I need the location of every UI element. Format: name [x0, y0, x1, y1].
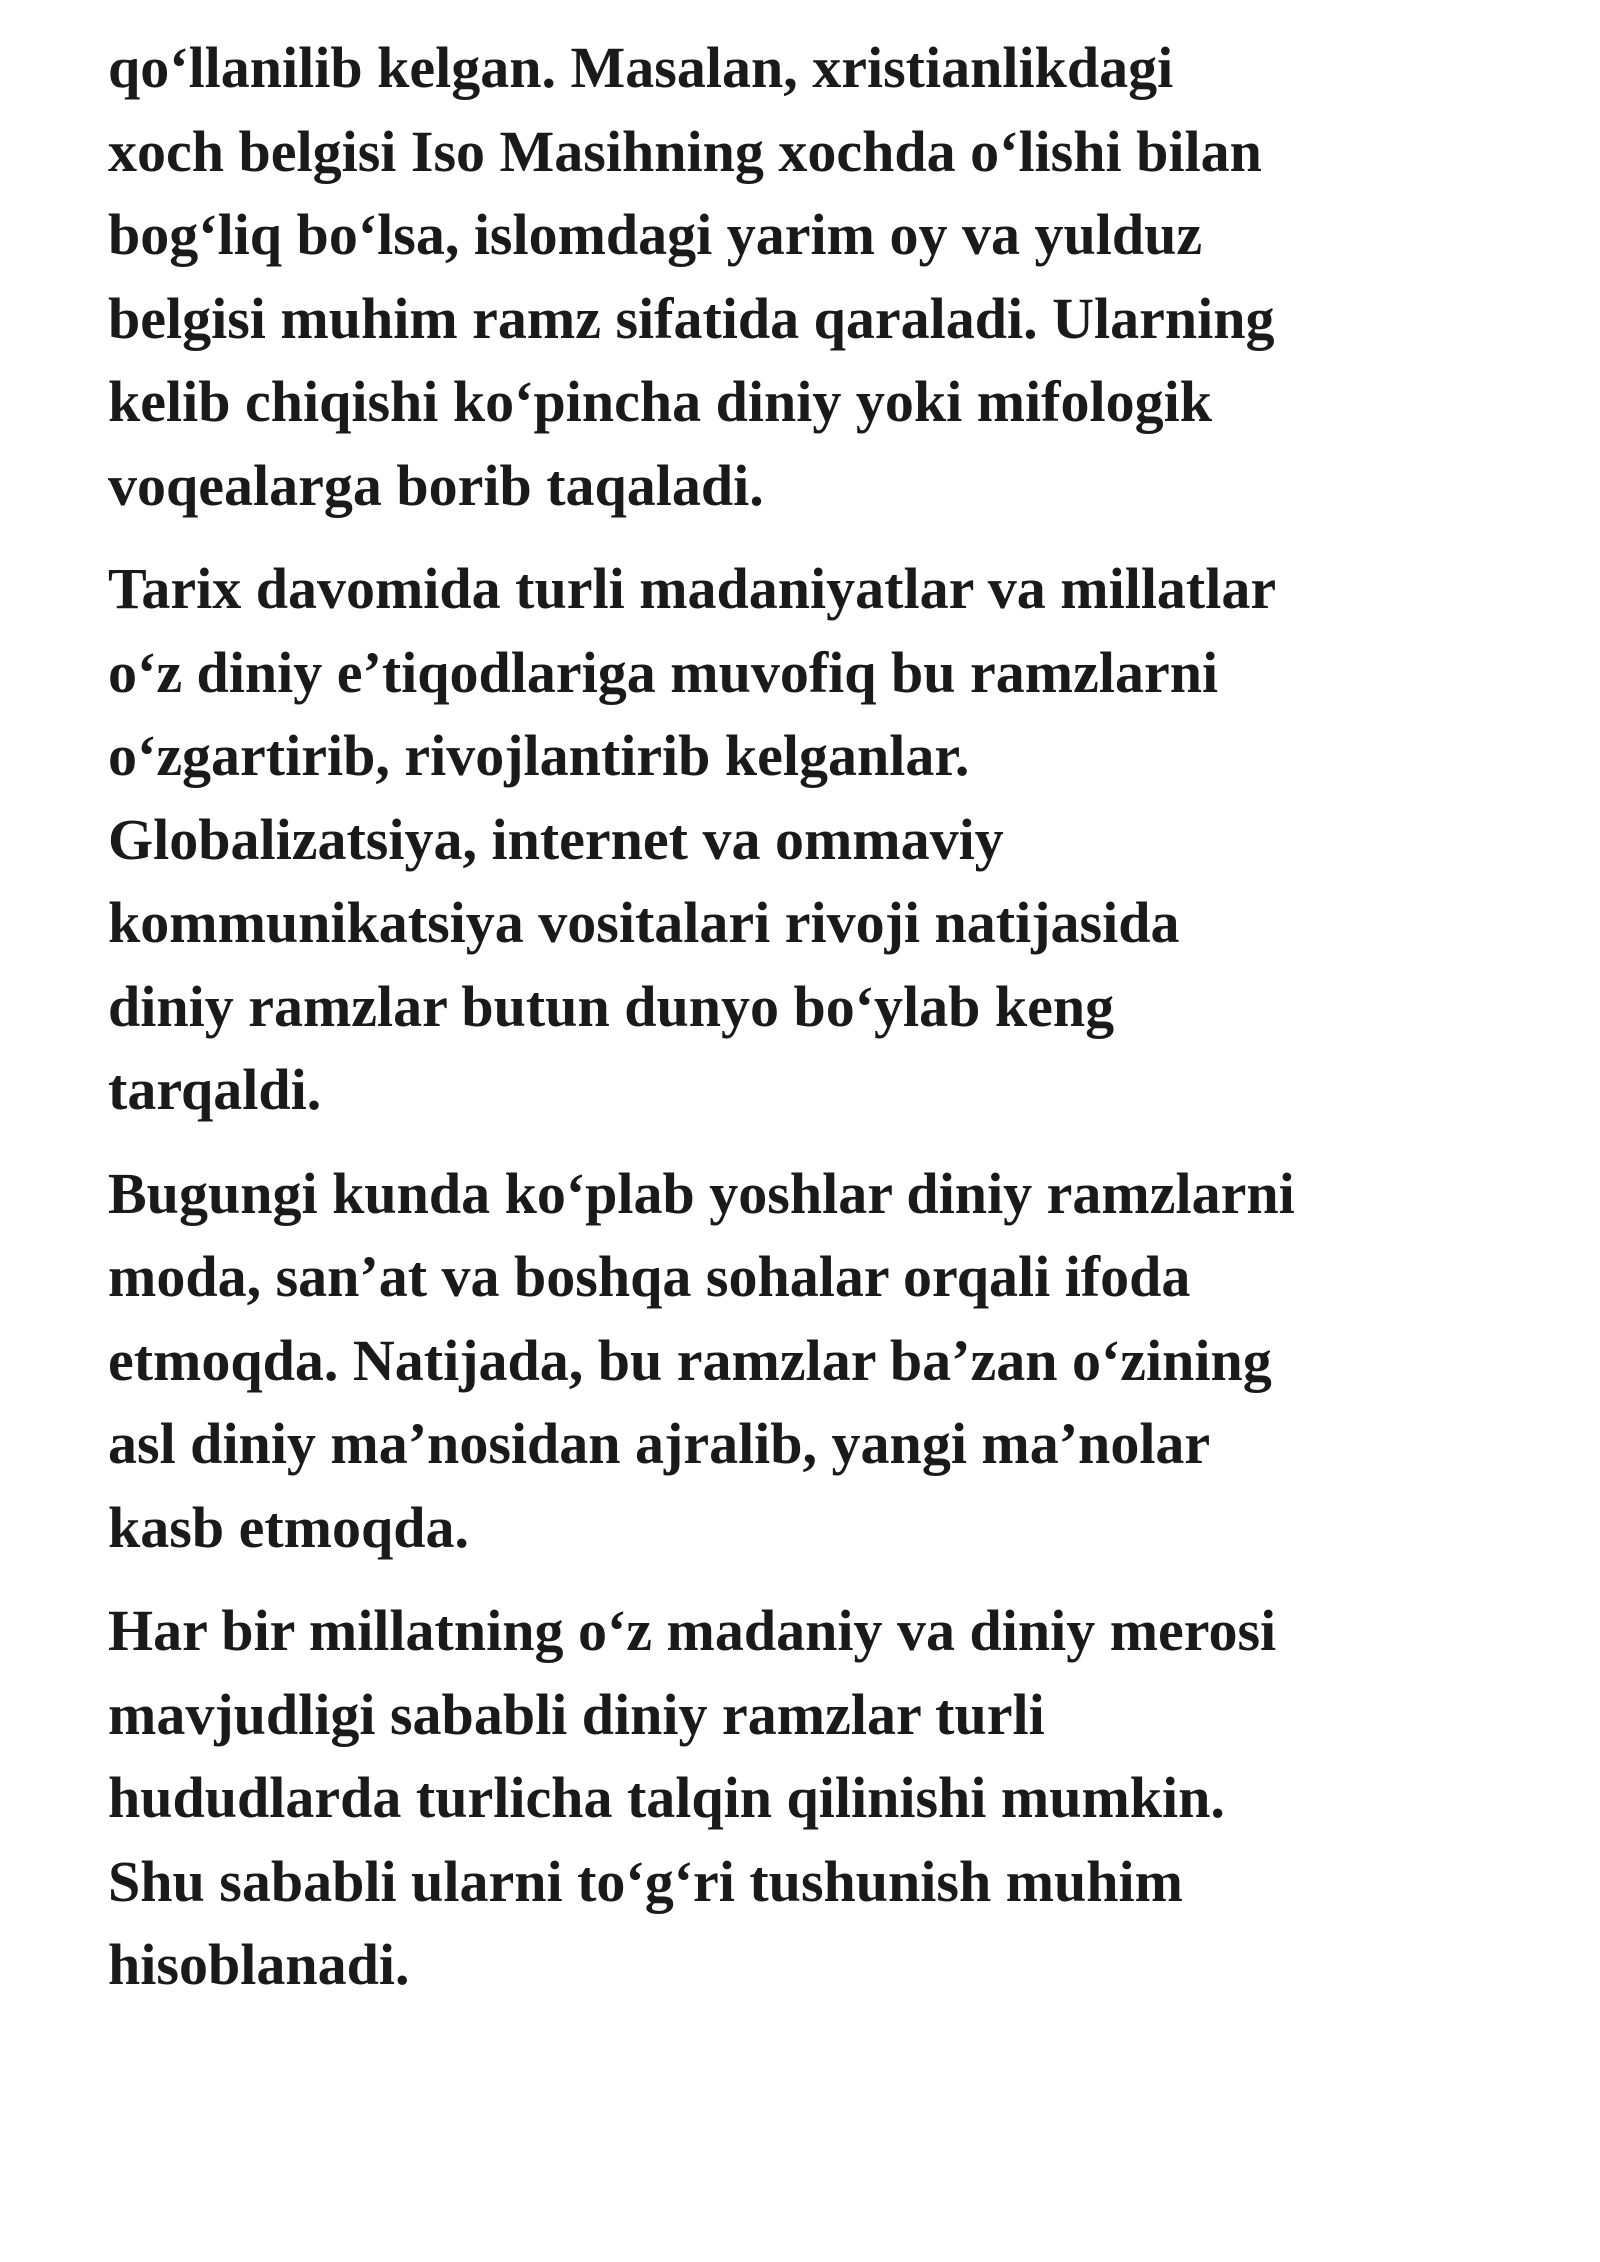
text-line: qoʻllanilib kelgan. Masalan, xristianlikdagi [108, 35, 1174, 100]
text-line: bogʻliq boʻlsa, islomdagi yarim oy va yulduz [108, 202, 1203, 267]
text-line: diniy ramzlar butun dunyo boʻylab keng [108, 973, 1115, 1039]
text-line: moda, san’at va boshqa sohalar orqali ifoda [108, 1244, 1191, 1309]
text-line: Globalizatsiya, internet va ommaviy [108, 806, 1004, 872]
text-line: kelib chiqishi koʻpincha diniy yoki mifologik [108, 369, 1212, 434]
paragraph-4 [108, 1589, 1548, 2007]
text-line: Tarix davomida turli madaniyatlar va millatlar [108, 556, 1277, 621]
text-line: hududlarda turlicha talqin qilinishi mumkin. [108, 1765, 1225, 1830]
text-line: voqealarga borib taqaladi. [108, 452, 764, 518]
text-line: asl diniy ma’nosidan ajralib, yangi ma’nolar [108, 1411, 1211, 1476]
paragraph-2 [108, 547, 1548, 1132]
text-line: Har bir millatning oʻz madaniy va diniy merosi [108, 1598, 1277, 1663]
text-line: oʻzgartirib, rivojlantirib kelganlar. [108, 723, 970, 788]
document-page [108, 26, 1548, 2027]
text-line: xoch belgisi Iso Masihning xochda oʻlishi bilan [108, 118, 1262, 184]
text-line: kommunikatsiya vositalari rivoji natijasida [108, 890, 1180, 955]
text-line: tarqaldi. [108, 1057, 322, 1122]
text-line: hisoblanadi. [108, 1932, 410, 1997]
paragraph-1 [108, 26, 1548, 527]
text-line: etmoqda. Natijada, bu ramzlar ba’zan oʻzining [108, 1327, 1272, 1393]
text-line: oʻz diniy e’tiqodlariga muvofiq bu ramzlarni [108, 639, 1219, 705]
text-line: mavjudligi sababli diniy ramzlar turli [108, 1681, 1045, 1747]
text-line: belgisi muhim ramz sifatida qaraladi. Ularning [108, 285, 1275, 351]
text-line: Shu sababli ularni toʻgʻri tushunish muhim [108, 1848, 1183, 1914]
paragraph-3 [108, 1152, 1548, 1570]
text-line: kasb etmoqda. [108, 1494, 469, 1560]
text-line: Bugungi kunda koʻplab yoshlar diniy ramzlarni [108, 1160, 1295, 1226]
